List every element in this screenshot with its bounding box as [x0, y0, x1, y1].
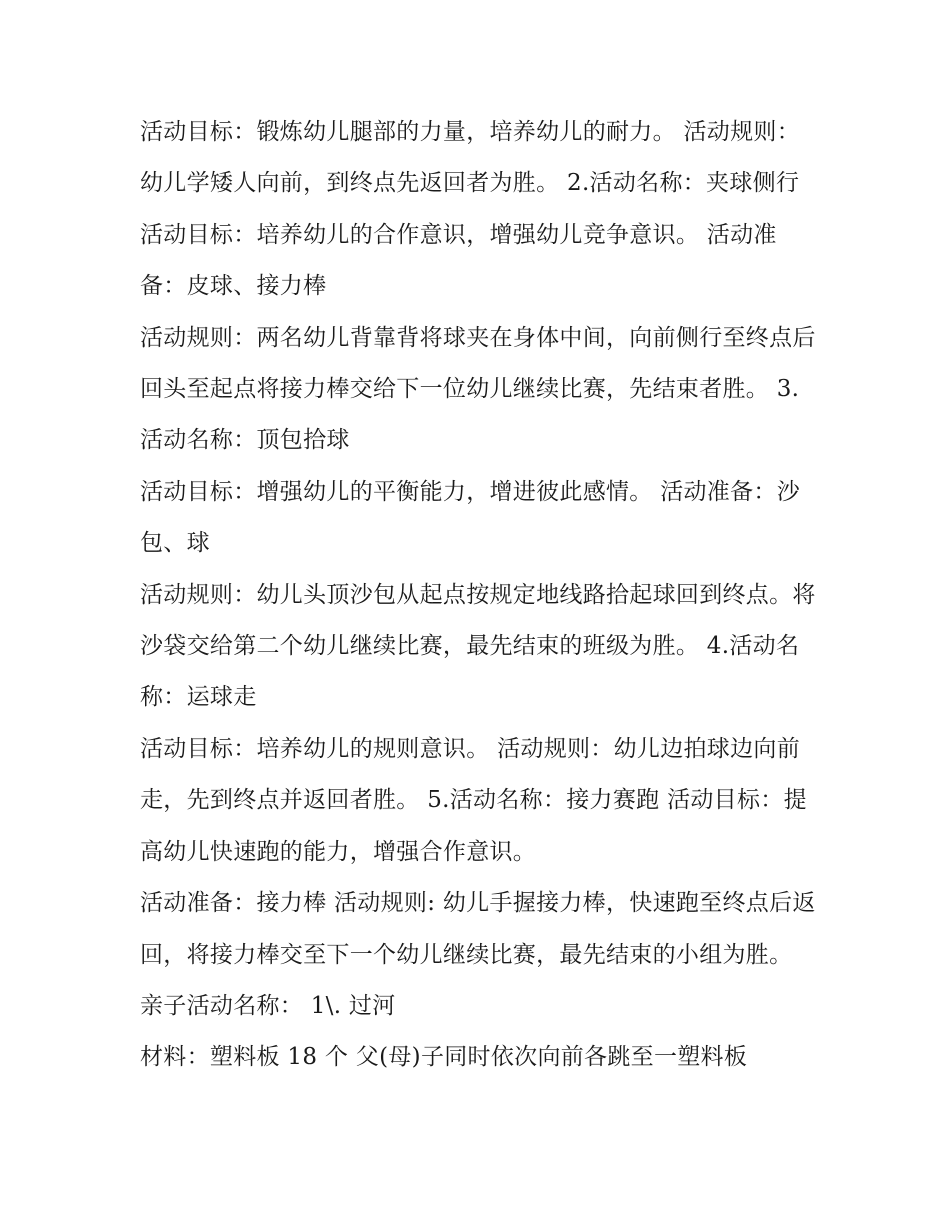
paragraph-activity-2-goal-prep: 活动目标：培养幼儿的合作意识，增强幼儿竞争意识。 活动准备：皮球、接力棒 — [140, 221, 777, 300]
paragraph-parent-child-materials: 材料：塑料板 18 个 父(母)子同时依次向前各跳至一塑料板 — [140, 1044, 748, 1071]
paragraph-activity-3-goal-prep: 活动目标：增强幼儿的平衡能力，增进彼此感情。 活动准备：沙包、球 — [140, 478, 801, 557]
paragraph-activity-1-goal-rules: 活动目标：锻炼幼儿腿部的力量，培养幼儿的耐力。 活动规则：幼儿学矮人向前，到终点先返回者为胜。 2.活动名称：夹球侧行 — [140, 119, 801, 197]
paragraph-activity-4-5: 活动目标：培养幼儿的规则意识。 活动规则：幼儿边拍球边向前走，先到终点并返回者胜。 5.活动名称：接力赛跑 活动目标：提高幼儿快速跑的能力，增强合作意识。 — [140, 735, 807, 865]
paragraph-activity-5-rules: 活动准备：接力棒 活动规则: 幼儿手握接力棒，快速跑至终点后返回，将接力棒交至下一个幼儿继续比赛，最先结束的小组为胜。 亲子活动名称： 1\. 过河 — [140, 890, 816, 1019]
paragraph-activity-2-rules: 活动规则：两名幼儿背靠背将球夹在身体中间，向前侧行至终点后回头至起点将接力棒交给下一位幼儿继续比赛，先结束者胜。 3.活动名称：顶包拾球 — [140, 324, 816, 454]
paragraph-activity-3-rules: 活动规则：幼儿头顶沙包从起点按规定地线路拾起球回到终点。将沙袋交给第二个幼儿继续比赛，最先结束的班级为胜。 4.活动名称：运球走 — [140, 581, 816, 711]
document-body — [140, 107, 820, 1084]
